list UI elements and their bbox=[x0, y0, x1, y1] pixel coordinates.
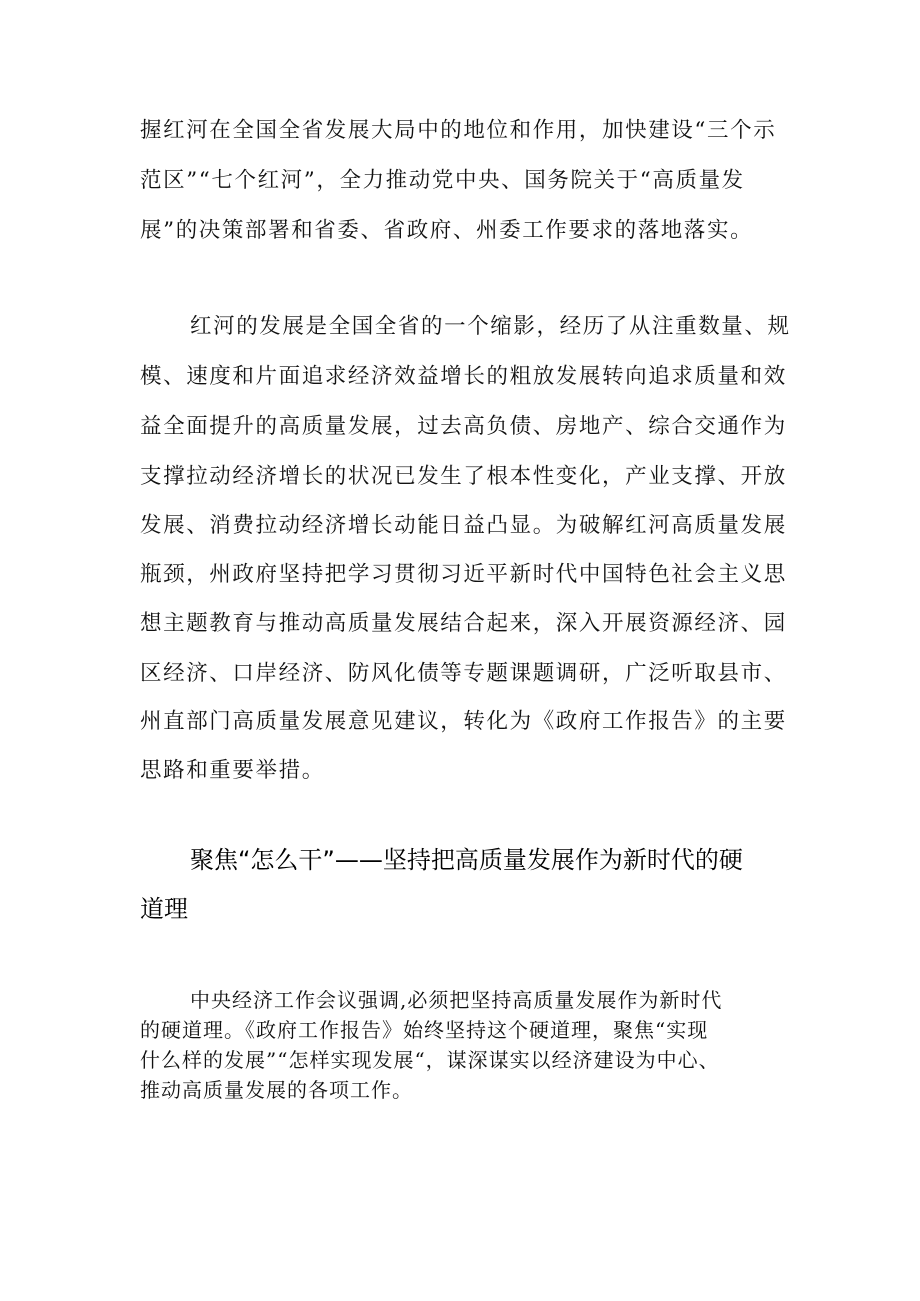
paragraph-2-line-8: 区经济、口岸经济、防风化债等专题课题调研，广泛听取县市、 bbox=[140, 661, 787, 686]
paragraph-3-line-2: 的硬道理。《政府工作报告》始终坚持这个硬道理，聚焦“实现 bbox=[140, 1018, 709, 1042]
paragraph-2-line-4: 支撑拉动经济增长的状况已发生了根本性变化，产业支撑、开放 bbox=[140, 464, 787, 489]
paragraph-2-line-7: 想主题教育与推动高质量发展结合起来，深入开展资源经济、园 bbox=[140, 611, 787, 636]
paragraph-1-line-2: 范区”“七个红河”，全力推动党中央、国务院关于“高质量发 bbox=[140, 168, 745, 193]
paragraph-1-line-1: 握红河在全国全省发展大局中的地位和作用，加快建设“三个示 bbox=[140, 118, 777, 143]
paragraph-2-line-2: 模、速度和片面追求经济效益增长的粗放发展转向追求质量和效 bbox=[140, 364, 787, 389]
section-heading-line-1: 聚焦“怎么干”——坚持把高质量发展作为新时代的硬 bbox=[190, 846, 743, 874]
paragraph-3-line-4: 推动高质量发展的各项工作。 bbox=[140, 1078, 413, 1102]
paragraph-2-line-6: 瓶颈，州政府坚持把学习贯彻习近平新时代中国特色社会主义思 bbox=[140, 562, 787, 587]
paragraph-2-line-3: 益全面提升的高质量发展，过去高负债、房地产、综合交通作为 bbox=[140, 414, 787, 439]
paragraph-2-line-10: 思路和重要举措。 bbox=[140, 758, 325, 783]
paragraph-3-line-3: 什么样的发展”“怎样实现发展“，谋深谋实以经济建设为中心、 bbox=[140, 1048, 720, 1072]
section-heading-line-2: 道理 bbox=[140, 895, 188, 923]
paragraph-2-line-1: 红河的发展是全国全省的一个缩影，经历了从注重数量、规 bbox=[190, 314, 791, 339]
paragraph-1-line-3: 展”的决策部署和省委、省政府、州委工作要求的落地落实。 bbox=[140, 218, 754, 243]
paragraph-2-line-5: 发展、消费拉动经济增长动能日益凸显。为破解红河高质量发展 bbox=[140, 513, 787, 538]
paragraph-2-line-9: 州直部门高质量发展意见建议，转化为《政府工作报告》的主要 bbox=[140, 709, 787, 734]
paragraph-3-line-1: 中央经济工作会议强调,必须把坚持高质量发展作为新时代 bbox=[190, 988, 723, 1012]
